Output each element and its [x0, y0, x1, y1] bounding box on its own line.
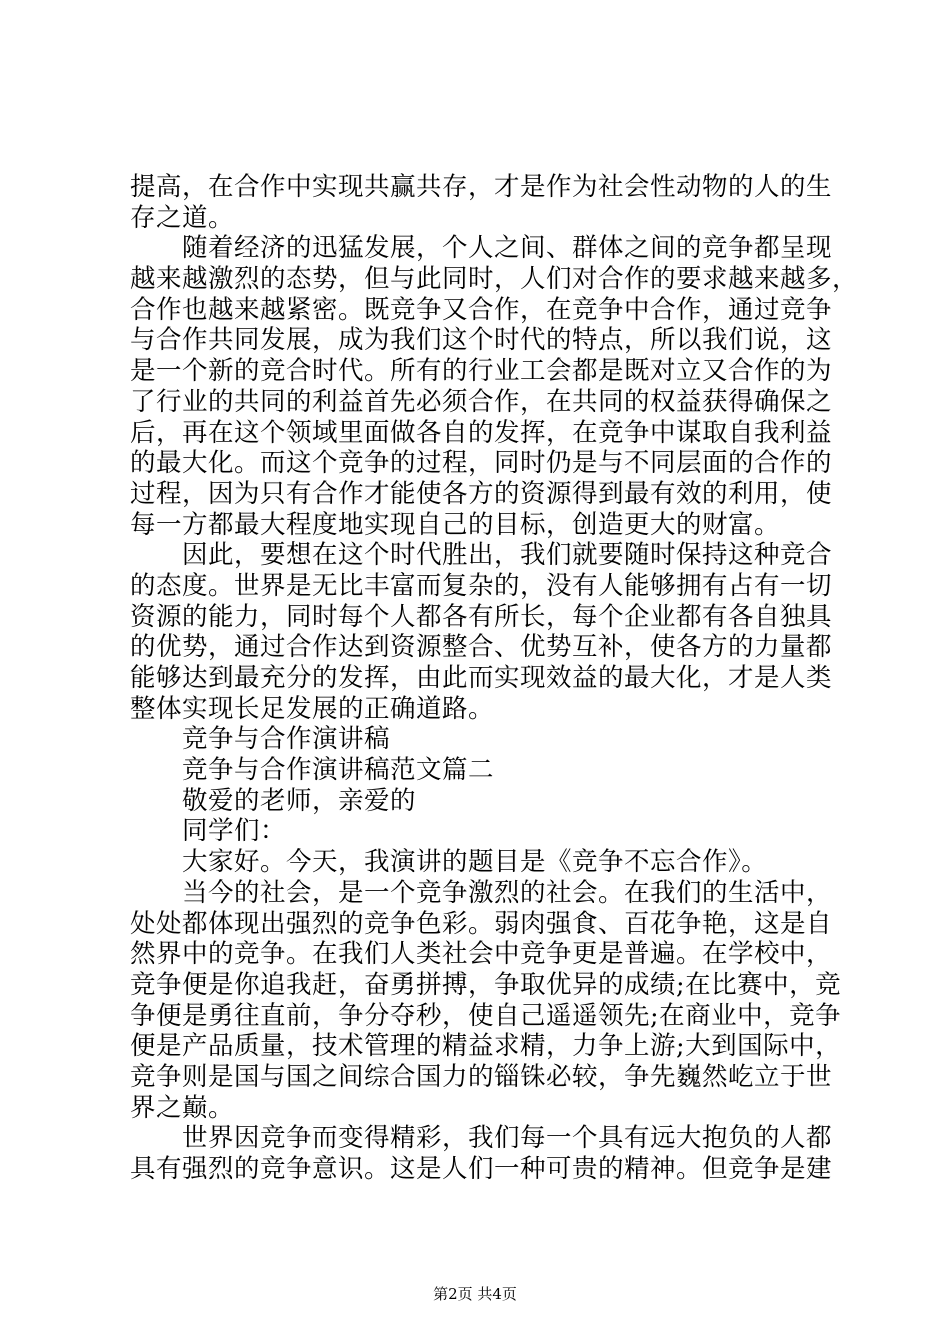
text-line: 越来越激烈的态势，但与此同时，人们对合作的要求越来越多， [130, 264, 859, 295]
heading-line: 竞争与合作演讲稿范文篇二 [130, 755, 495, 786]
text-line: 的最大化。而这个竞争的过程，同时仍是与不同层面的合作的 [130, 448, 833, 479]
text-line: 能够达到最充分的发挥，由此而实现效益的最大化，才是人类 [130, 663, 833, 693]
text-line: 提高，在合作中实现共赢共存，才是作为社会性动物的人的生 [130, 172, 833, 202]
text-line: 随着经济的迅猛发展，个人之间、群体之间的竞争都呈现 [130, 233, 833, 264]
text-line: 因此，要想在这个时代胜出，我们就要随时保持这种竞合 [130, 540, 833, 571]
text-line: 的优势，通过合作达到资源整合、优势互补，使各方的力量都 [130, 632, 833, 663]
text-line: 便是产品质量，技术管理的精益求精，力争上游;大到国际中， [130, 1031, 842, 1062]
text-line: 合作也越来越紧密。既竞争又合作，在竞争中合作，通过竞争 [130, 294, 833, 325]
salutation-line: 同学们： [130, 816, 287, 847]
text-line: 世界因竞争而变得精彩，我们每一个具有远大抱负的人都 [130, 1123, 833, 1154]
text-line: 然界中的竞争。在我们人类社会中竞争更是普遍。在学校中， [130, 939, 833, 970]
text-line: 资源的能力，同时每个人都各有所长，每个企业都有各自独具 [130, 601, 833, 632]
text-line: 过程，因为只有合作才能使各方的资源得到最有效的利用，使 [130, 478, 833, 509]
text-line: 与合作共同发展，成为我们这个时代的特点，所以我们说，这 [130, 325, 833, 356]
text-line: 处处都体现出强烈的竞争色彩。弱肉强食、百花争艳，这是自 [130, 908, 833, 939]
text-line: 每一方都最大程度地实现自己的目标，创造更大的财富。 [130, 509, 781, 540]
text-line: 后，再在这个领域里面做各自的发挥，在竞争中谋取自我利益 [130, 417, 833, 448]
text-line: 了行业的共同的利益首先必须合作，在共同的权益获得确保之 [130, 386, 833, 417]
salutation-line: 敬爱的老师，亲爱的 [130, 785, 417, 816]
text-line: 当今的社会，是一个竞争激烈的社会。在我们的生活中， [130, 877, 833, 908]
text-line: 的态度。世界是无比丰富而复杂的，没有人能够拥有占有一切 [130, 570, 833, 601]
heading-line: 竞争与合作演讲稿 [130, 724, 391, 755]
text-line: 竞争便是你追我赶，奋勇拼搏，争取优异的成绩;在比赛中，竞 [130, 969, 842, 1000]
text-line: 争便是勇往直前，争分夺秒，使自己遥遥领先;在商业中，竞争 [130, 1000, 842, 1031]
page-number-footer: 第2页 共4页 [433, 1285, 517, 1303]
text-line: 竞争则是国与国之间综合国力的锱铢必较，争先巍然屹立于世 [130, 1061, 833, 1092]
text-line: 大家好。今天，我演讲的题目是《竞争不忘合作》。 [130, 847, 768, 878]
text-line: 具有强烈的竞争意识。这是人们一种可贵的精神。但竞争是建 [130, 1154, 833, 1184]
text-line: 是一个新的竞合时代。所有的行业工会都是既对立又合作的为 [130, 356, 833, 387]
text-line: 存之道。 [130, 202, 235, 233]
text-line: 整体实现长足发展的正确道路。 [130, 693, 495, 724]
document-body [130, 172, 859, 1185]
text-line: 界之巅。 [130, 1092, 235, 1123]
